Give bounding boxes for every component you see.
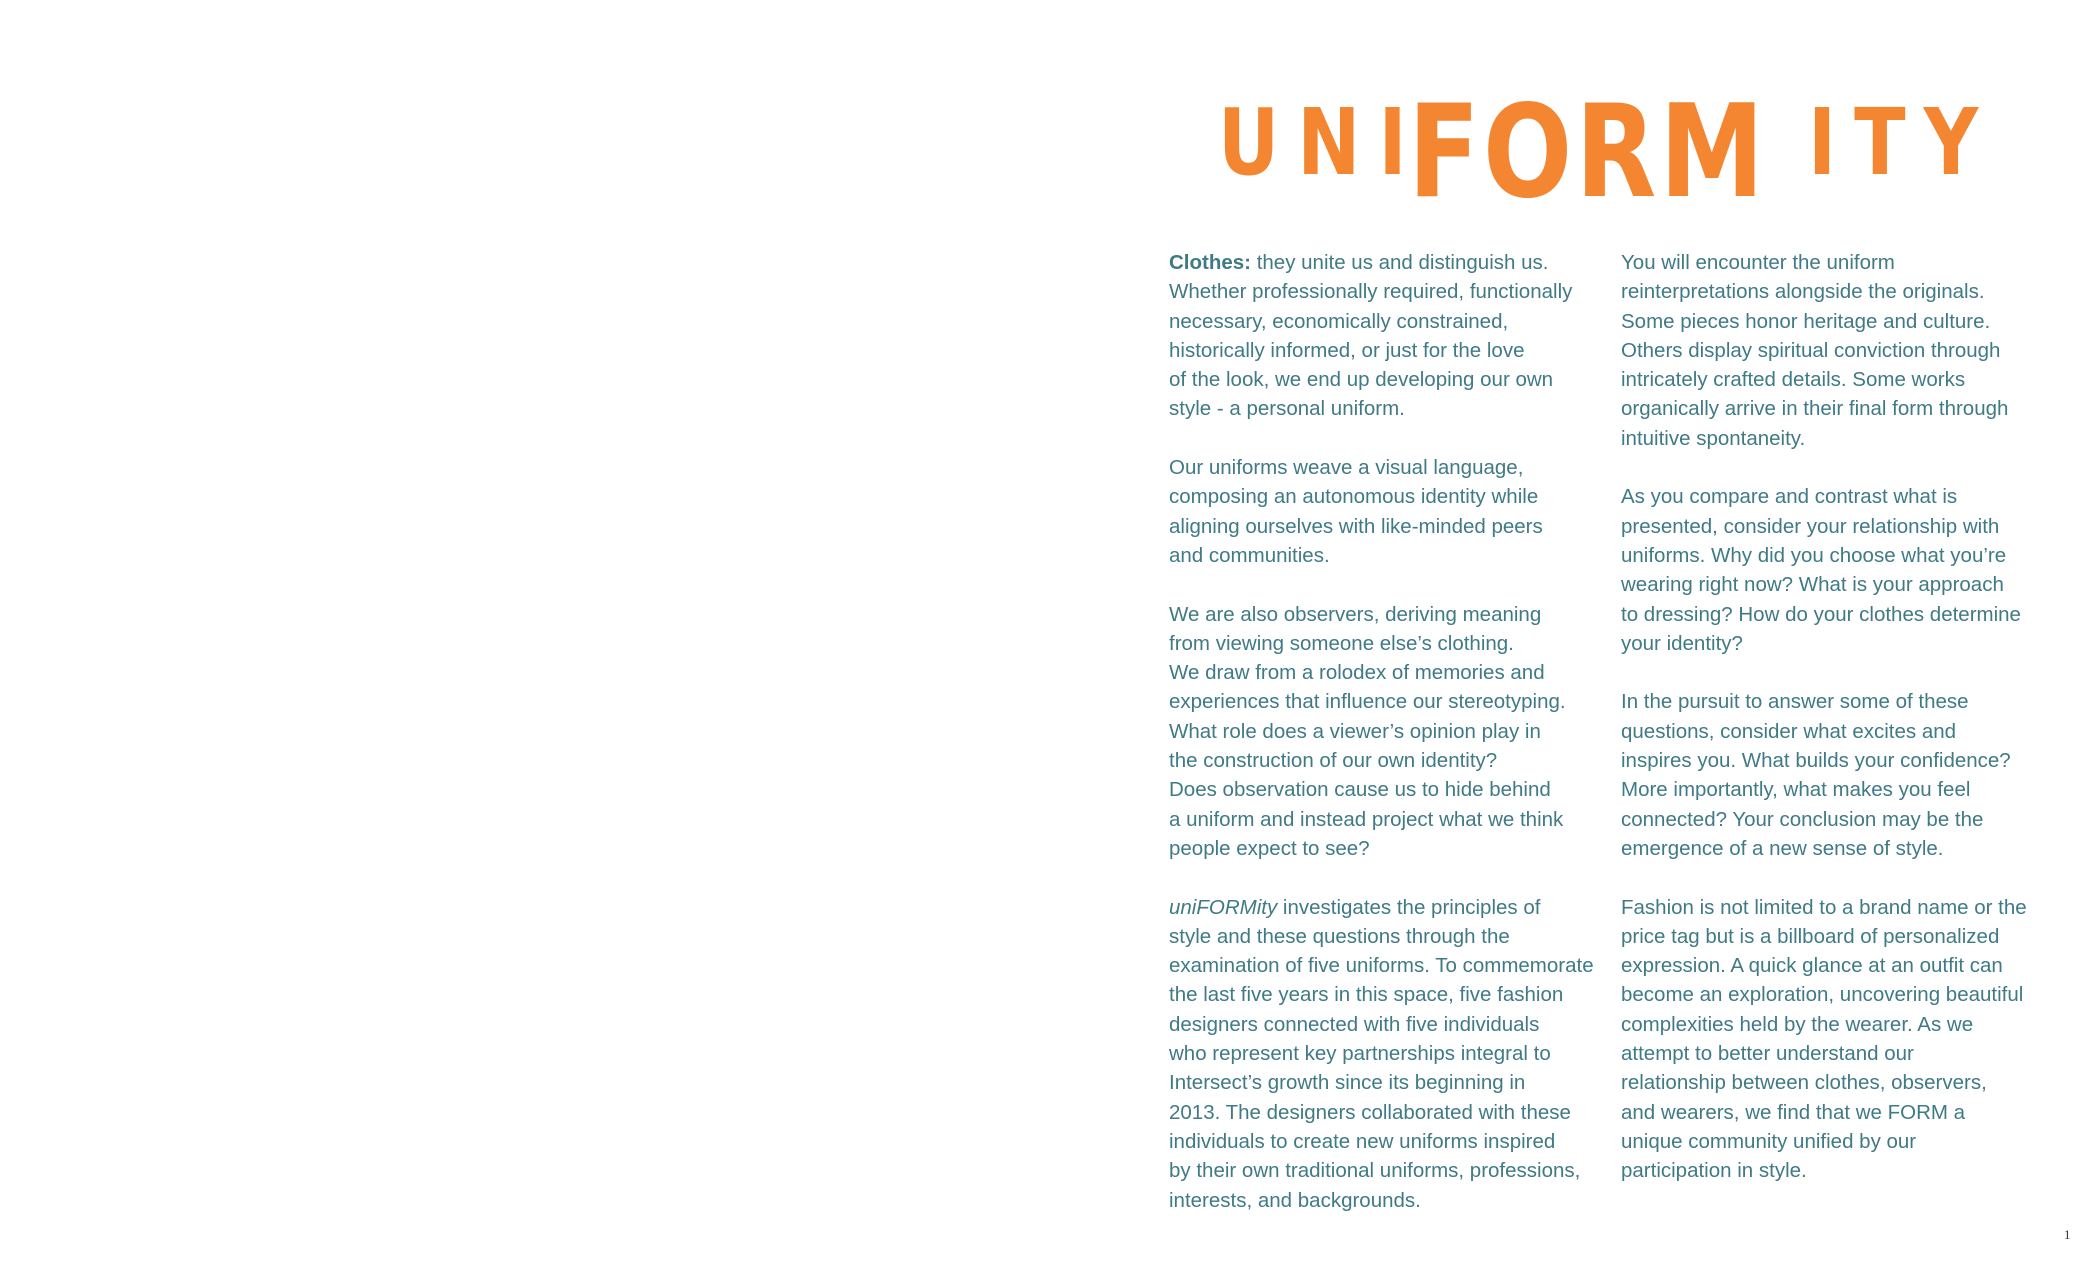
title-prefix: UNI bbox=[1218, 89, 1425, 196]
paragraph-text: investigates the principles of style and these questions through the examination of five uniforms. To commemorate the last five years in this space, five fashion designers connected with five individuals who represent key partnerships integral to Intersect’s growth since its beginning in 2013. The designers collaborated with these individuals to create new uniforms inspired by their own traditional uniforms, professions, interests, and backgrounds. bbox=[1169, 895, 1594, 1212]
paragraph bbox=[1169, 893, 1599, 1215]
lead-word: Clothes: bbox=[1169, 251, 1251, 274]
paragraph-text: they unite us and distinguish us. Whether professionally required, functionally necessary, economically constrained, historically informed, or just for the love of the look, we end up developing our own style - a personal uniform. bbox=[1169, 251, 1573, 421]
exhibition-name: uniFORMity bbox=[1169, 895, 1278, 919]
page-title bbox=[1218, 78, 1998, 227]
paragraph: We are also observers, deriving meaning from viewing someone else’s clothing. We draw from a rolodex of memories and experiences that influence our stereotyping. What role does a viewer’s opinion play in the construction of our own identity? Does observation cause us to hide behind a uniform and instead project what we think people expect to see? bbox=[1169, 602, 1566, 860]
page-number: 1 bbox=[2064, 1227, 2071, 1242]
paragraph: As you compare and contrast what is presented, consider your relationship with uniforms. Why did you choose what you’re wearing right now? What is your approach to dressing? How do your clothes determine your identity? bbox=[1621, 485, 2021, 655]
paragraph: Our uniforms weave a visual language, composing an autonomous identity while aligning ourselves with like-minded peers and communities. bbox=[1169, 456, 1543, 567]
paragraph: In the pursuit to answer some of these questions, consider what excites and inspires you. What builds your confidence? More importantly, what makes you feel connected? Your conclusion may be the emergence of a new sense of style. bbox=[1621, 690, 2011, 860]
paragraph: Fashion is not limited to a brand name or the price tag but is a billboard of personalized expression. A quick glance at an outfit can become an exploration, uncovering beautiful complexities held by the wearer. As we attempt to better understand our relationship between clothes, observers, and wearers, we find that we FORM a unique community unified by our participation in style. bbox=[1621, 895, 2027, 1183]
paragraph: You will encounter the uniform reinterpretations alongside the originals. Some pieces honor heritage and culture. Others display spiritual conviction through intricately crafted details. Some works organically arrive in their final form through intuitive spontaneity. bbox=[1621, 251, 2009, 450]
left-text-column bbox=[1169, 248, 1599, 1244]
paragraph bbox=[1169, 248, 1599, 424]
title-suffix: ITY bbox=[1808, 89, 1997, 196]
right-text-column bbox=[1621, 248, 2051, 1215]
title-emphasis: FORM bbox=[1408, 78, 1768, 227]
